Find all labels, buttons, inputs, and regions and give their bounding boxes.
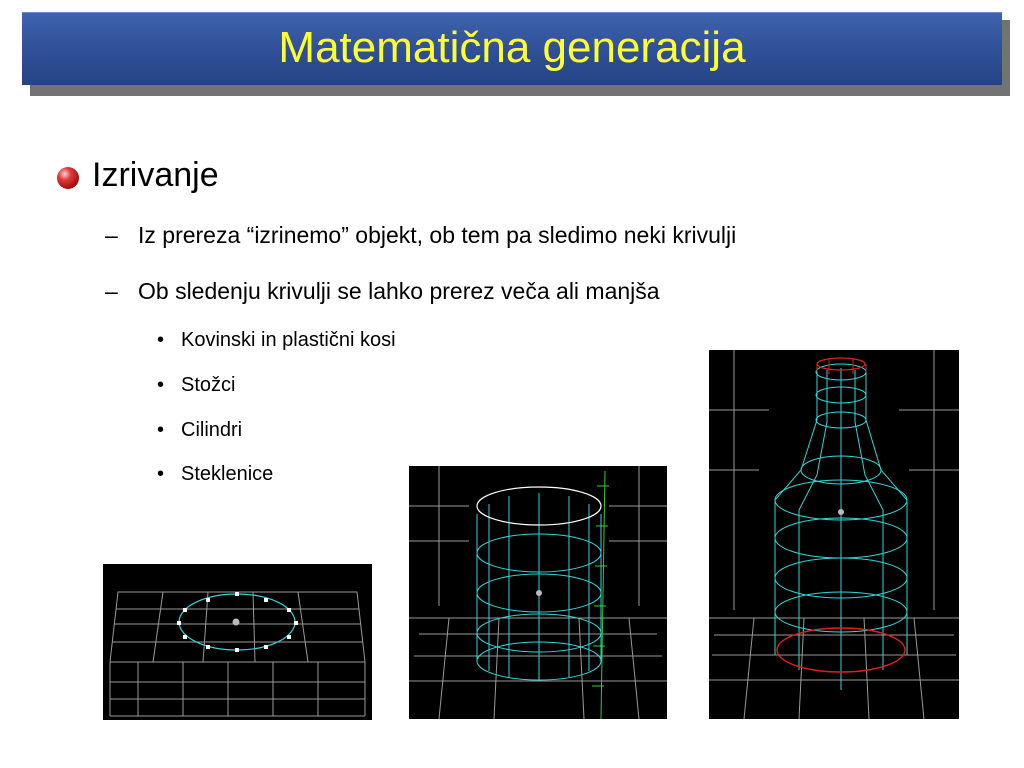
wireframe-cylinder-image	[409, 466, 667, 719]
wireframe-profile-image	[103, 564, 372, 720]
dot-bullet: •	[157, 374, 165, 396]
main-bullet-text: Izrivanje	[92, 156, 219, 194]
dot-bullet: •	[157, 419, 165, 441]
dash-bullet: –	[105, 278, 118, 304]
dot-bullet: •	[157, 329, 165, 351]
sub-bullet-1: Iz prereza “izrinemo” objekt, ob tem pa sledimo neki krivulji	[138, 222, 737, 248]
sub-sub-bullet-4: Steklenice	[181, 463, 274, 485]
dot-bullet: •	[157, 463, 165, 485]
sub-sub-bullet-3: Cilindri	[181, 419, 243, 441]
slide-title: Matematična generacija	[278, 23, 746, 72]
sub-sub-bullet-2: Stožci	[181, 374, 236, 396]
red-ball-bullet-icon	[57, 167, 79, 189]
wireframe-bottle-image	[709, 350, 959, 719]
sub-sub-bullet-1: Kovinski in plastični kosi	[181, 329, 396, 351]
dash-bullet: –	[105, 222, 118, 248]
title-bar	[22, 12, 1002, 85]
sub-bullet-2: Ob sledenju krivulji se lahko prerez veča ali manjša	[138, 278, 660, 304]
